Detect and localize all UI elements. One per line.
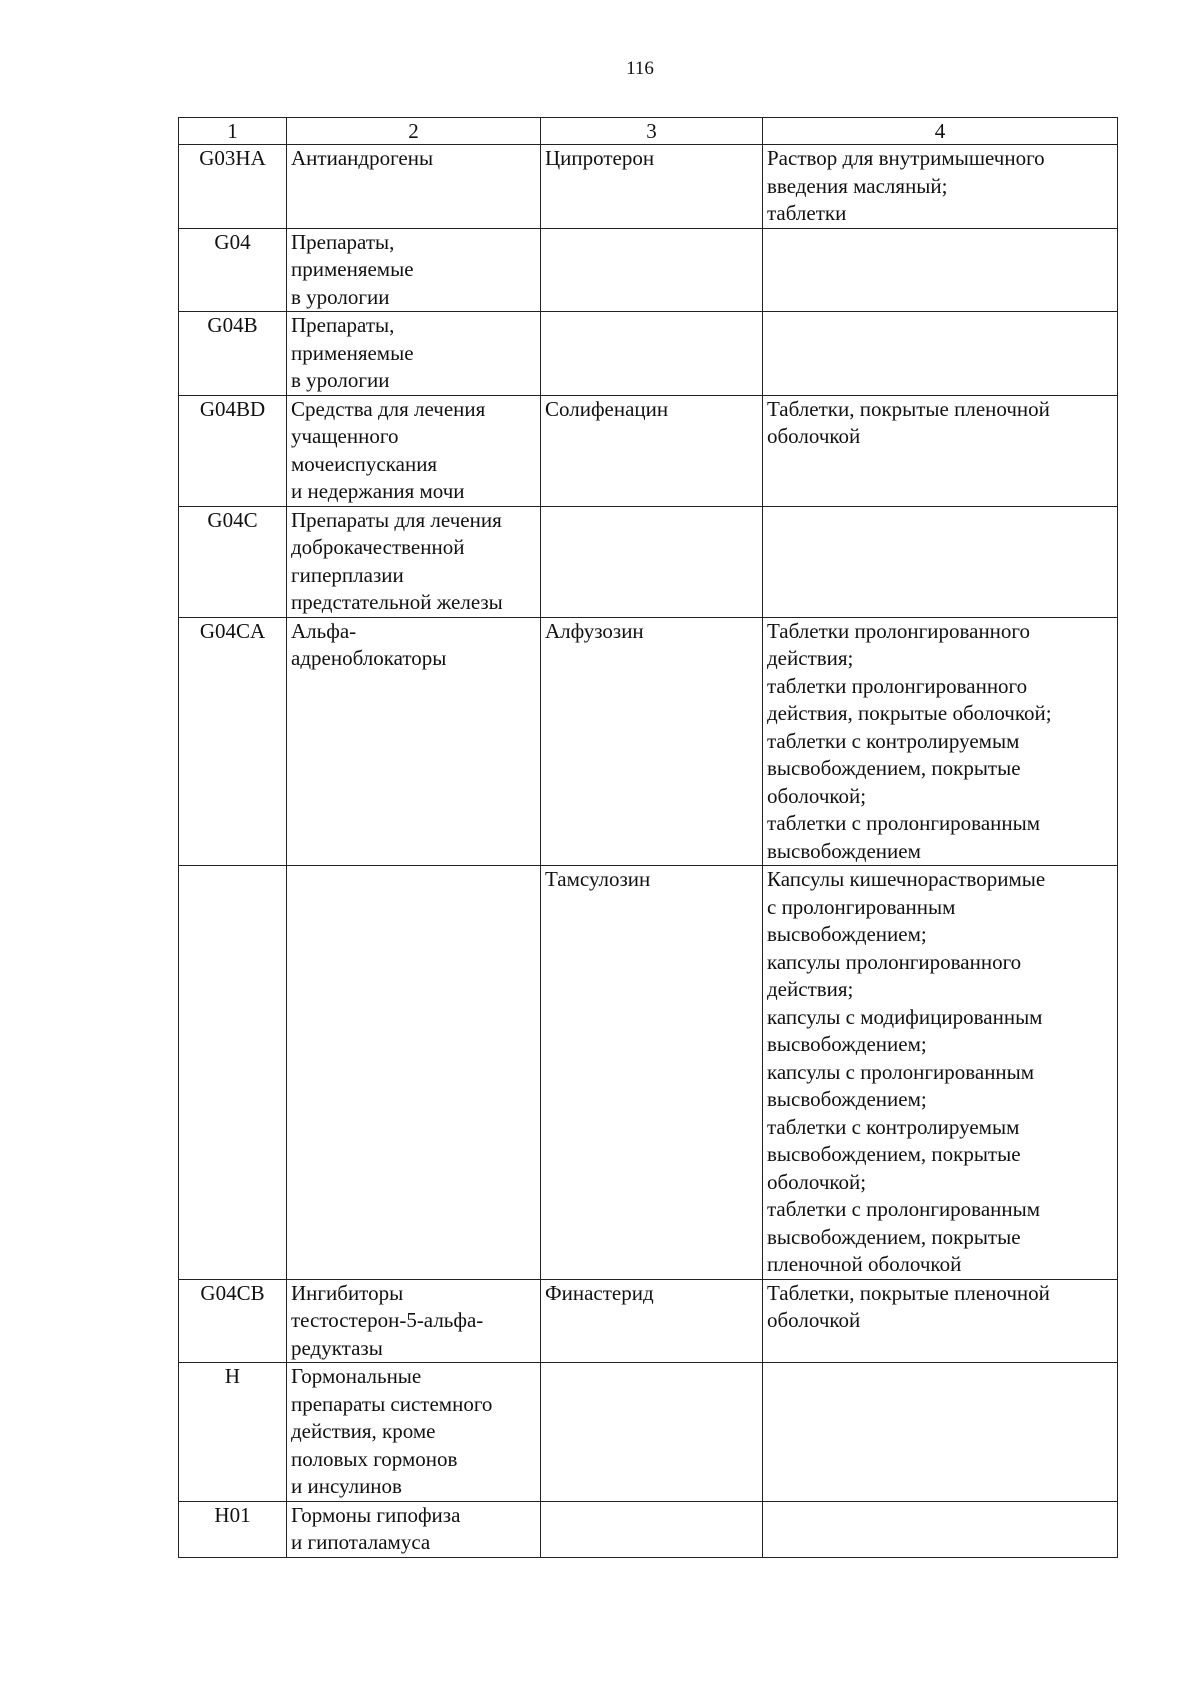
table-body [179,118,1118,1558]
cell-line: оболочкой; [767,1169,867,1194]
cell-line: Средства для лечения [291,396,486,421]
cell-line: Препараты, [291,229,395,254]
cell-line: таблетки [767,201,847,225]
cell-line: высвобождением, покрытые [767,756,1021,780]
table-row [179,1363,1118,1502]
table-row [179,395,1118,506]
cell-line: высвобождением [767,838,921,863]
cell-line: оболочкой [767,424,861,448]
header-col-1: 1 [179,118,287,145]
substance-cell [541,617,763,866]
group-cell [287,1363,541,1502]
cell-line: Алфузозин [545,618,644,643]
substance-cell [541,1501,763,1557]
group-cell [287,312,541,396]
cell-line: высвобождением; [767,1087,927,1111]
table-row [179,228,1118,312]
cell-line: Солифенацин [545,396,669,421]
forms-cell [763,866,1118,1280]
cell-line: Препараты для лечения [291,507,502,532]
cell-line: применяемые [291,257,414,281]
substance-cell [541,1363,763,1502]
code-cell: G04 [179,228,287,312]
code-cell: G04CA [179,617,287,866]
code-cell: H01 [179,1501,287,1557]
code-cell [179,866,287,1280]
cell-line: редуктазы [291,1335,383,1360]
forms-cell [763,312,1118,396]
group-cell [287,228,541,312]
forms-cell [763,228,1118,312]
cell-line: введения масляный; [767,173,948,198]
cell-line: таблетки с пролонгированным [767,811,1041,835]
drug-table [178,117,1118,1558]
cell-line: таблетки с контролируемым [767,1114,1020,1139]
table-row [179,145,1118,229]
cell-line: и инсулинов [291,1474,402,1498]
cell-line: оболочкой [767,1308,861,1332]
code-cell: G04C [179,506,287,617]
code-cell: G04CB [179,1279,287,1363]
cell-line: в урологии [291,368,390,392]
cell-line: с пролонгированным [767,894,956,919]
cell-line: действия, покрытые оболочкой; [767,701,1052,725]
cell-line: применяемые [291,340,414,365]
code-cell: G04B [179,312,287,396]
code-cell: G03HA [179,145,287,229]
substance-cell [541,228,763,312]
code-cell: G04BD [179,395,287,506]
table-row [179,866,1118,1280]
cell-line: Ингибиторы [291,1280,404,1305]
cell-line: препараты системного [291,1391,493,1416]
cell-line: Ципротерон [545,146,655,170]
cell-line: капсулы пролонгированного [767,949,1022,974]
cell-line: в урологии [291,284,390,309]
group-cell [287,1279,541,1363]
cell-line: половых гормонов [291,1446,458,1471]
cell-line: действия; [767,646,854,670]
cell-line: Гормоны гипофиза [291,1502,461,1527]
cell-line: Антиандрогены [291,146,434,170]
cell-line: таблетки с контролируемым [767,728,1020,753]
cell-line: высвобождением, покрытые [767,1142,1021,1166]
cell-line: высвобождением; [767,1032,927,1056]
cell-line: высвобождением, покрытые [767,1224,1021,1249]
table-row [179,1279,1118,1363]
cell-line: Препараты, [291,313,395,337]
group-cell [287,1501,541,1557]
page-number: 116 [626,58,654,79]
group-cell [287,395,541,506]
group-cell [287,145,541,229]
cell-line: оболочкой; [767,783,867,808]
cell-line: предстательной железы [291,590,503,614]
cell-line: таблетки с пролонгированным [767,1197,1041,1221]
cell-line: пленочной оболочкой [767,1252,962,1276]
forms-cell [763,395,1118,506]
substance-cell [541,866,763,1280]
forms-cell [763,145,1118,229]
cell-line: Таблетки, покрытые пленочной [767,396,1050,421]
cell-line: тестостерон-5-альфа- [291,1308,484,1332]
substance-cell [541,395,763,506]
cell-line: капсулы с пролонгированным [767,1059,1035,1084]
header-col-3: 3 [541,118,763,145]
forms-cell [763,1363,1118,1502]
cell-line: Таблетки, покрытые пленочной [767,1280,1050,1305]
cell-line: и недержания мочи [291,479,465,503]
cell-line: мочеиспускания [291,451,438,476]
group-cell [287,866,541,1280]
substance-cell [541,312,763,396]
cell-line: таблетки пролонгированного [767,673,1028,698]
table-row [179,312,1118,396]
group-cell [287,617,541,866]
cell-line: действия; [767,977,854,1001]
table-row [179,1501,1118,1557]
cell-line: Финастерид [545,1280,654,1305]
forms-cell [763,1501,1118,1557]
cell-line: высвобождением; [767,922,927,946]
cell-line: Гормональные [291,1364,422,1388]
cell-line: капсулы с модифицированным [767,1004,1043,1029]
cell-line: действия, кроме [291,1419,436,1443]
substance-cell [541,1279,763,1363]
cell-line: учащенного [291,424,399,448]
forms-cell [763,617,1118,866]
header-row [179,118,1118,145]
table-row [179,506,1118,617]
code-cell: H [179,1363,287,1502]
substance-cell [541,506,763,617]
header-col-4: 4 [763,118,1118,145]
forms-cell [763,506,1118,617]
cell-line: Капсулы кишечнорастворимые [767,867,1046,891]
table-row [179,617,1118,866]
cell-line: Таблетки пролонгированного [767,618,1031,643]
cell-line: Альфа- [291,618,357,643]
cell-line: Тамсулозин [545,867,651,891]
substance-cell [541,145,763,229]
cell-line: адреноблокаторы [291,646,447,670]
header-col-2: 2 [287,118,541,145]
cell-line: и гипоталамуса [291,1530,431,1554]
cell-line: доброкачественной [291,535,465,559]
cell-line: гиперплазии [291,562,404,587]
cell-line: Раствор для внутримышечного [767,146,1045,170]
group-cell [287,506,541,617]
forms-cell [763,1279,1118,1363]
